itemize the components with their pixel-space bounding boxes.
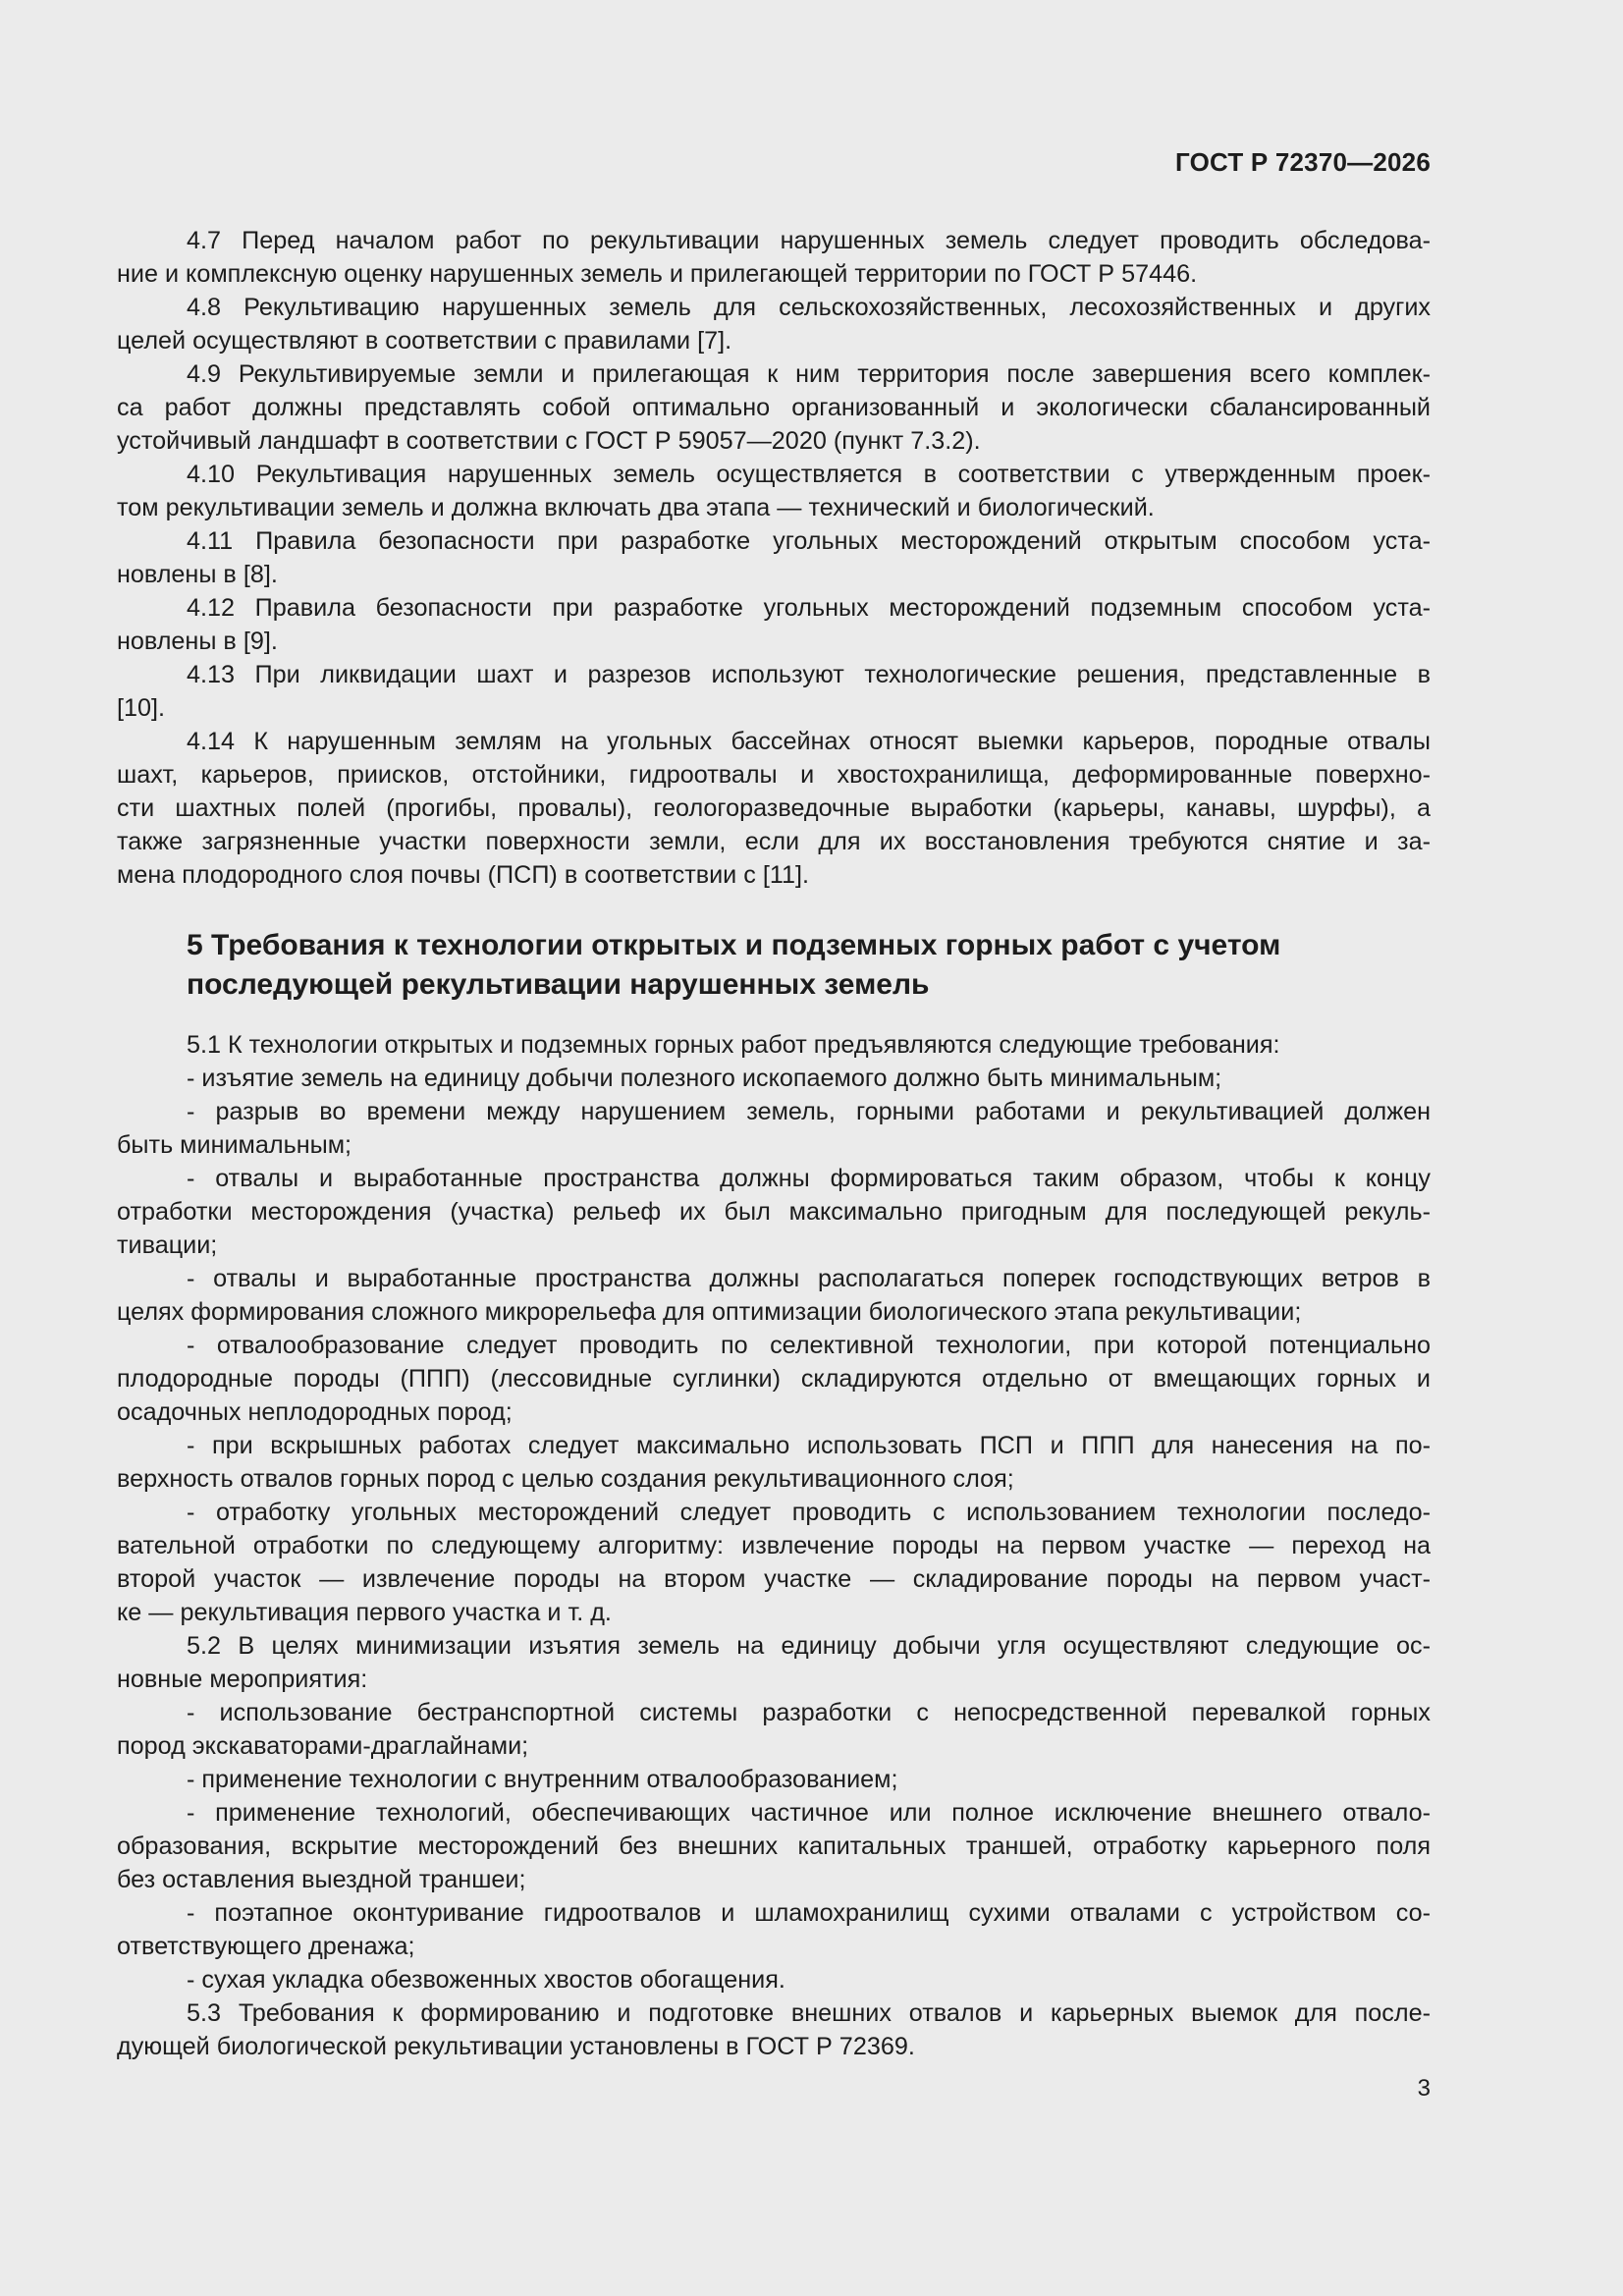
paragraph-line: без оставления выездной траншеи; — [117, 1866, 526, 1893]
paragraph-line: отработки месторождения (участка) рельеф их был максимально пригодным для последующей рекуль- — [117, 1198, 1431, 1226]
paragraph-line: новлены в [9]. — [117, 628, 278, 655]
paragraph — [117, 1963, 1431, 1996]
paragraph — [117, 591, 1431, 658]
paragraph-line: ке — рекультивация первого участка и т. д. — [117, 1599, 612, 1626]
paragraph — [117, 1028, 1431, 1062]
section-4-paragraphs — [117, 224, 1431, 892]
paragraph-line: - применение технологии с внутренним отвалообразованием; — [187, 1766, 898, 1793]
paragraph-line: вательной отработки по следующему алгоритму: извлечение породы на первом участке — переход на — [117, 1532, 1431, 1559]
paragraph — [117, 1496, 1431, 1629]
paragraph-line: ние и комплексную оценку нарушенных земель и прилегающей территории по ГОСТ Р 57446. — [117, 260, 1198, 288]
paragraph-line: 5.2 В целях минимизации изъятия земель на единицу добычи угля осуществляют следующие ос- — [187, 1632, 1431, 1660]
paragraph — [117, 357, 1431, 458]
paragraph — [117, 1262, 1431, 1329]
paragraph-line: также загрязненные участки поверхности земли, если для их восстановления требуются снятие и за- — [117, 828, 1431, 855]
page-number: 3 — [1417, 2075, 1431, 2102]
paragraph-line: сти шахтных полей (прогибы, провалы), геологоразведочные выработки (карьеры, канавы, шурфы), а — [117, 794, 1431, 822]
paragraph-line: - изъятие земель на единицу добычи полезного ископаемого должно быть минимальным; — [187, 1065, 1222, 1092]
document-standard-number: ГОСТ Р 72370—2026 — [1175, 147, 1431, 177]
paragraph-line: новлены в [8]. — [117, 561, 278, 588]
paragraph — [117, 1796, 1431, 1896]
section-5-paragraphs — [117, 1028, 1431, 2063]
heading-line: последующей рекультивации нарушенных земель — [187, 968, 930, 1001]
paragraph-line: 5.3 Требования к формированию и подготовке внешних отвалов и карьерных выемок для после- — [187, 1999, 1431, 2027]
paragraph — [117, 291, 1431, 357]
paragraph — [117, 1329, 1431, 1429]
paragraph-line: верхность отвалов горных пород с целью создания рекультивационного слоя; — [117, 1465, 1014, 1493]
paragraph-line: 4.8 Рекультивацию нарушенных земель для сельскохозяйственных, лесохозяйственных и других — [187, 294, 1431, 321]
paragraph-line: - отвалы и выработанные пространства должны располагаться поперек господствующих ветров в — [187, 1265, 1431, 1292]
heading-line: 5 Требования к технологии открытых и подземных горных работ с учетом — [187, 929, 1281, 961]
paragraph-line: 4.11 Правила безопасности при разработке угольных месторождений открытым способом уста- — [187, 527, 1431, 555]
paragraph-line: 4.10 Рекультивация нарушенных земель осуществляется в соответствии с утвержденным проек- — [187, 461, 1431, 488]
paragraph-line: новные мероприятия: — [117, 1666, 368, 1693]
paragraph-line: - при вскрышных работах следует максимально использовать ПСП и ППП для нанесения на по- — [187, 1432, 1431, 1459]
document-body — [117, 224, 1431, 2063]
section-5-heading — [117, 926, 1431, 1005]
paragraph-line: 5.1 К технологии открытых и подземных горных работ предъявляются следующие требования: — [187, 1031, 1280, 1059]
paragraph-line: второй участок — извлечение породы на втором участке — складирование породы на первом участ- — [117, 1565, 1431, 1593]
paragraph-line: осадочных неплодородных пород; — [117, 1398, 513, 1426]
paragraph-line: 4.14 К нарушенным землям на угольных бассейнах относят выемки карьеров, породные отвалы — [187, 728, 1431, 755]
paragraph — [117, 1996, 1431, 2063]
paragraph-line: - отвалообразование следует проводить по селективной технологии, при которой потенциально — [187, 1332, 1431, 1359]
paragraph-line: 4.12 Правила безопасности при разработке угольных месторождений подземным способом уста- — [187, 594, 1431, 622]
paragraph-line: [10]. — [117, 694, 166, 722]
paragraph-line: 4.13 При ликвидации шахт и разрезов используют технологические решения, представленные в — [187, 661, 1431, 688]
paragraph-line: плодородные породы (ППП) (лессовидные суглинки) складируются отдельно от вмещающих горных и — [117, 1365, 1431, 1393]
paragraph-line: - сухая укладка обезвоженных хвостов обогащения. — [187, 1966, 785, 1994]
paragraph-line: быть минимальным; — [117, 1131, 352, 1159]
paragraph-line: том рекультивации земель и должна включать два этапа — технический и биологический. — [117, 494, 1155, 521]
paragraph-line: пород экскаваторами-драглайнами; — [117, 1732, 529, 1760]
paragraph-line: 4.7 Перед началом работ по рекультивации нарушенных земель следует проводить обследова- — [187, 227, 1431, 254]
paragraph — [117, 458, 1431, 524]
paragraph — [117, 725, 1431, 892]
paragraph-line: целях формирования сложного микрорельефа для оптимизации биологического этапа рекультивации; — [117, 1298, 1302, 1326]
paragraph — [117, 1896, 1431, 1963]
paragraph — [117, 1429, 1431, 1496]
paragraph-line: 4.9 Рекультивируемые земли и прилегающая к ним территория после завершения всего комплек- — [187, 360, 1431, 388]
paragraph-line: - использование бестранспортной системы разработки с непосредственной перевалкой горных — [187, 1699, 1431, 1726]
paragraph-line: ответствующего дренажа; — [117, 1933, 415, 1960]
paragraph-line: дующей биологической рекультивации установлены в ГОСТ Р 72369. — [117, 2033, 915, 2060]
paragraph — [117, 658, 1431, 725]
paragraph-line: - применение технологий, обеспечивающих частичное или полное исключение внешнего отвало- — [187, 1799, 1431, 1827]
paragraph — [117, 1696, 1431, 1763]
paragraph-line: са работ должны представлять собой оптимально организованный и экологически сбалансированный — [117, 394, 1431, 421]
paragraph-line: - разрыв во времени между нарушением земель, горными работами и рекультивацией должен — [187, 1098, 1431, 1125]
paragraph-line: целей осуществляют в соответствии с правилами [7]. — [117, 327, 732, 355]
paragraph-line: - отработку угольных месторождений следует проводить с использованием технологии последо- — [187, 1499, 1431, 1526]
paragraph-line: устойчивый ландшафт в соответствии с ГОСТ Р 59057—2020 (пункт 7.3.2). — [117, 427, 981, 455]
paragraph-line: шахт, карьеров, приисков, отстойники, гидроотвалы и хвостохранилища, деформированные поверхно- — [117, 761, 1431, 789]
paragraph-line: - отвалы и выработанные пространства должны формироваться таким образом, чтобы к концу — [187, 1165, 1431, 1192]
paragraph — [117, 1763, 1431, 1796]
paragraph-line: - поэтапное оконтуривание гидроотвалов и шламохранилищ сухими отвалами с устройством со- — [187, 1899, 1431, 1927]
paragraph-line: образования, вскрытие месторождений без внешних капитальных траншей, отработку карьерного поля — [117, 1832, 1431, 1860]
paragraph — [117, 1062, 1431, 1095]
paragraph — [117, 524, 1431, 591]
paragraph — [117, 224, 1431, 291]
paragraph-line: мена плодородного слоя почвы (ПСП) в соответствии с [11]. — [117, 861, 809, 889]
paragraph — [117, 1629, 1431, 1696]
paragraph-line: тивации; — [117, 1231, 218, 1259]
paragraph — [117, 1095, 1431, 1162]
paragraph — [117, 1162, 1431, 1262]
